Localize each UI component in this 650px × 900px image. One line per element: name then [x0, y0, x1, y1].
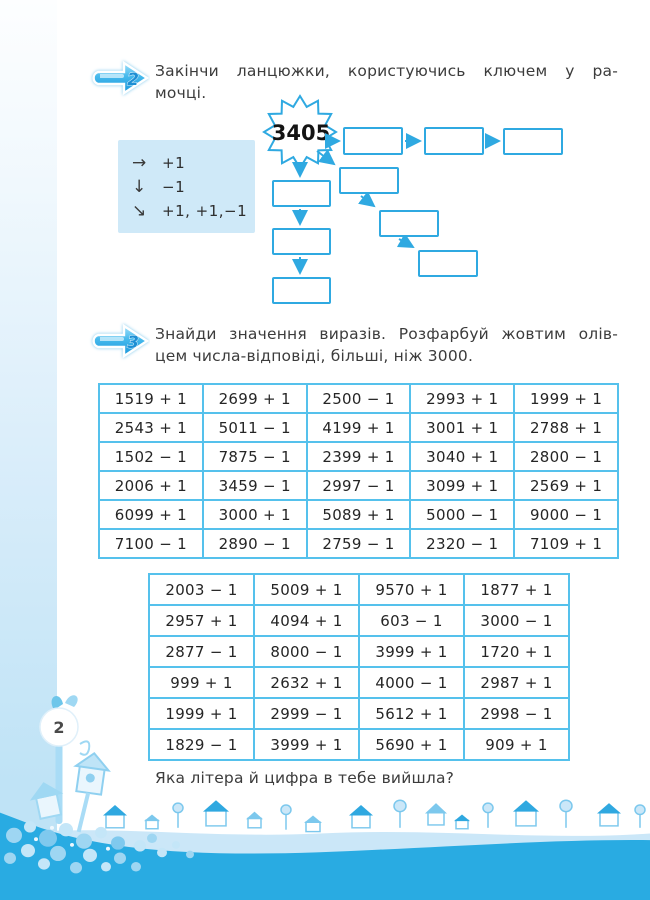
expression-cell: 2997 − 1 — [307, 471, 411, 500]
down-right-arrow-icon: ↘ — [132, 200, 147, 221]
instruction-line: Закінчи ланцюжки, користуючись ключем у ра- — [155, 62, 618, 80]
table-row — [99, 442, 618, 471]
expression-cell: 9000 − 1 — [514, 500, 618, 529]
table-row — [149, 667, 569, 698]
expression-cell: 2890 − 1 — [203, 529, 307, 558]
expression-cell: 2998 − 1 — [464, 698, 569, 729]
key-rule-diagonal: ↘ +1, +1,−1 — [132, 200, 248, 221]
expression-cell: 6099 + 1 — [99, 500, 203, 529]
table-row — [149, 636, 569, 667]
expression-cell: 3000 − 1 — [464, 605, 569, 636]
expression-cell: 2500 − 1 — [307, 384, 411, 413]
expression-cell: 5690 + 1 — [359, 729, 464, 760]
down-arrow-icon: ↓ — [132, 176, 147, 197]
chain-box-right-2 — [424, 127, 484, 155]
expression-cell: 3459 − 1 — [203, 471, 307, 500]
chain-box-right-3 — [503, 128, 563, 155]
chain-box-down-1 — [272, 180, 331, 207]
expression-cell: 999 + 1 — [149, 667, 254, 698]
expression-cell: 8000 − 1 — [254, 636, 359, 667]
right-arrow-icon: → — [132, 152, 147, 173]
expression-cell: 2569 + 1 — [514, 471, 618, 500]
key-rule-right: → +1 — [132, 152, 186, 173]
chain-box-down-2 — [272, 228, 331, 255]
expression-cell: 2543 + 1 — [99, 413, 203, 442]
table-row — [99, 529, 618, 558]
expression-cell: 2759 − 1 — [307, 529, 411, 558]
expression-cell: 2399 + 1 — [307, 442, 411, 471]
expression-cell: 2003 − 1 — [149, 574, 254, 605]
expression-cell: 2877 − 1 — [149, 636, 254, 667]
expression-cell: 9570 + 1 — [359, 574, 464, 605]
table-row — [99, 500, 618, 529]
expression-cell: 1519 + 1 — [99, 384, 203, 413]
expression-cell: 2957 + 1 — [149, 605, 254, 636]
task3-instruction — [155, 323, 618, 367]
table-row — [99, 413, 618, 442]
table-row — [149, 605, 569, 636]
expression-cell: 2632 + 1 — [254, 667, 359, 698]
expression-cell: 1720 + 1 — [464, 636, 569, 667]
expression-cell: 3001 + 1 — [410, 413, 514, 442]
expression-cell: 3040 + 1 — [410, 442, 514, 471]
table-row — [99, 471, 618, 500]
expression-cell: 1502 − 1 — [99, 442, 203, 471]
expression-cell: 2999 − 1 — [254, 698, 359, 729]
key-rule-down: ↓ −1 — [132, 176, 186, 197]
expression-cell: 2788 + 1 — [514, 413, 618, 442]
expressions-table-2 — [148, 573, 570, 761]
chain-box-diag-3 — [418, 250, 478, 277]
expression-cell: 3000 + 1 — [203, 500, 307, 529]
instruction-line: мочці. — [155, 84, 207, 102]
expression-cell: 4000 − 1 — [359, 667, 464, 698]
expression-cell: 4199 + 1 — [307, 413, 411, 442]
task3-number: 3 — [127, 333, 139, 353]
chain-box-down-3 — [272, 277, 331, 304]
expression-cell: 5089 + 1 — [307, 500, 411, 529]
expression-cell: 7109 + 1 — [514, 529, 618, 558]
expression-cell: 1829 − 1 — [149, 729, 254, 760]
final-question: Яка літера й цифра в тебе вийшла? — [155, 769, 455, 787]
expression-cell: 7875 − 1 — [203, 442, 307, 471]
leaf-icon — [65, 695, 78, 707]
houses-icon — [103, 800, 645, 831]
expression-cell: 2320 − 1 — [410, 529, 514, 558]
expression-cell: 7100 − 1 — [99, 529, 203, 558]
expression-cell: 2800 − 1 — [514, 442, 618, 471]
table-row — [149, 574, 569, 605]
page-number: 2 — [53, 718, 65, 737]
expression-cell: 1877 + 1 — [464, 574, 569, 605]
expression-cell: 5000 − 1 — [410, 500, 514, 529]
expression-cell: 3999 + 1 — [254, 729, 359, 760]
expression-cell: 5011 − 1 — [203, 413, 307, 442]
expression-cell: 5612 + 1 — [359, 698, 464, 729]
expression-cell: 5009 + 1 — [254, 574, 359, 605]
expression-cell: 2987 + 1 — [464, 667, 569, 698]
expression-cell: 4094 + 1 — [254, 605, 359, 636]
expression-cell: 1999 + 1 — [149, 698, 254, 729]
chain-box-diag-2 — [379, 210, 439, 237]
expression-cell: 3999 + 1 — [359, 636, 464, 667]
birdhouse-icon — [67, 751, 111, 835]
chain-box-diag-1 — [339, 167, 399, 194]
start-number: 3405 — [271, 121, 331, 145]
table-row — [149, 698, 569, 729]
expressions-table-1 — [98, 383, 619, 559]
expression-cell: 3099 + 1 — [410, 471, 514, 500]
instruction-line: Знайди значення виразів. Розфарбуй жовтим олів- — [155, 325, 618, 343]
expression-cell: 909 + 1 — [464, 729, 569, 760]
task3-arrow-badge-icon — [88, 320, 150, 362]
expression-cell: 603 − 1 — [359, 605, 464, 636]
expression-cell: 2006 + 1 — [99, 471, 203, 500]
task2-number: 2 — [127, 70, 139, 90]
instruction-line: цем числа-відповіді, більші, ніж 3000. — [155, 347, 474, 365]
expression-cell: 1999 + 1 — [514, 384, 618, 413]
table-row — [99, 384, 618, 413]
expression-cell: 2993 + 1 — [410, 384, 514, 413]
page-number-decoration — [28, 688, 123, 848]
task2-arrow-badge-icon — [88, 57, 150, 99]
table-row — [149, 729, 569, 760]
chain-box-right-1 — [343, 127, 403, 155]
expression-cell: 2699 + 1 — [203, 384, 307, 413]
